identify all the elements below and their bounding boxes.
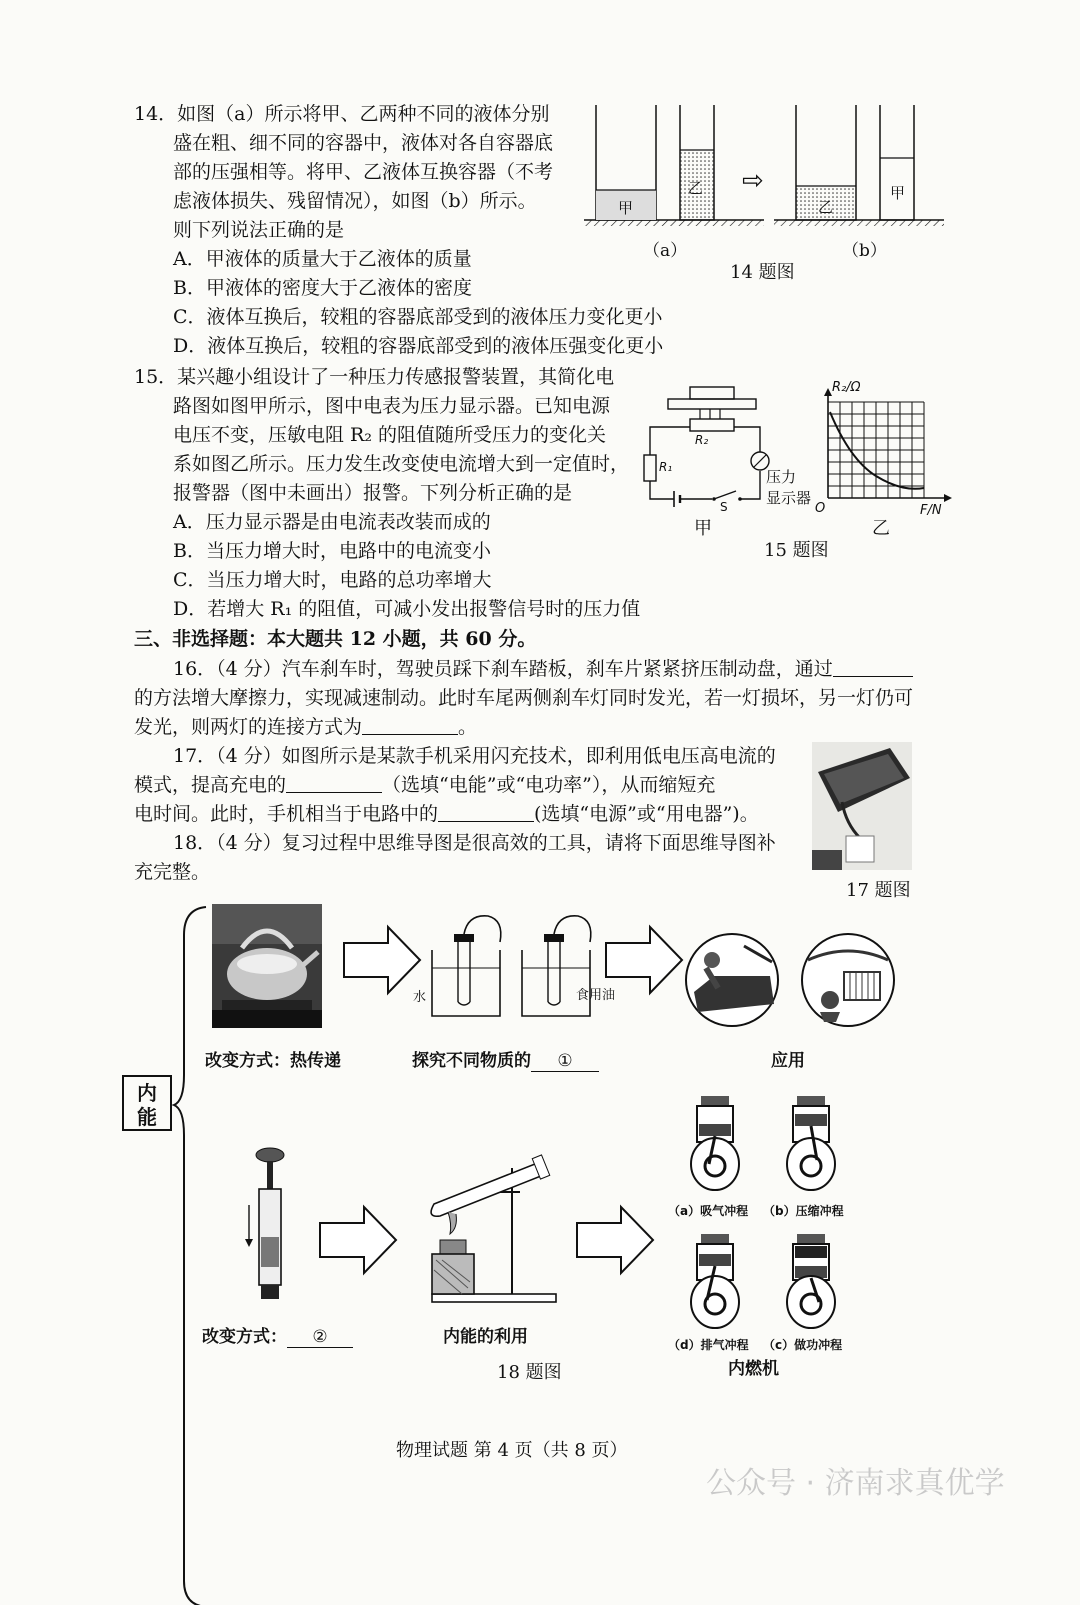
engine-label-d: （d）排气冲程	[668, 1338, 749, 1352]
q14-label-jia-a: 甲	[618, 199, 634, 217]
q14-line-5: 则下列说法正确的是	[173, 219, 345, 241]
mindmap-blank-2[interactable]	[287, 1327, 353, 1348]
q14-figure	[584, 100, 954, 250]
test-tube-heating-icon	[412, 1148, 562, 1308]
q16-blank-2[interactable]	[362, 714, 458, 735]
q18-line-2: 充完整。	[134, 861, 211, 883]
q17-blank-2[interactable]	[438, 801, 534, 822]
q15-line-4: 系如图乙所示。压力发生改变使电流增大到一定值时，	[173, 453, 630, 475]
q15-label-switch: S	[720, 500, 728, 514]
q15-label-jia: 甲	[694, 518, 712, 539]
engine-label-b: （b）压缩冲程	[763, 1204, 844, 1218]
watermark: 公众号 · 济南求真优学	[706, 1466, 1005, 1501]
mindmap-brace	[172, 905, 212, 1605]
engine-exhaust-stroke-icon	[687, 1232, 743, 1332]
engine-compression-stroke-icon	[783, 1094, 839, 1194]
q17-text-2b: （选填“电能”或“电功率”），从而缩短充	[382, 774, 716, 796]
engine-label-a: （a）吸气冲程	[668, 1204, 749, 1218]
q17-text-2a: 模式，提高充电的	[134, 774, 287, 796]
q14-label-a: （a）	[643, 241, 688, 261]
q14-label-jia-b: 甲	[890, 184, 906, 202]
q18-caption: 18 题图	[497, 1362, 562, 1383]
arrow-right-icon	[575, 1205, 655, 1275]
q15-option-c: C．当压力增大时，电路的总功率增大	[173, 569, 492, 591]
q17-phone-charging-image	[812, 742, 912, 870]
q16-line-1	[173, 655, 913, 684]
q15-option-a: A．压力显示器是由电流表改装而成的	[173, 511, 491, 533]
q14-label-yi-a: 乙	[688, 179, 704, 197]
q14-label-yi-b: 乙	[818, 198, 834, 216]
q16-line-3	[134, 713, 477, 742]
engine-power-stroke-icon	[783, 1232, 839, 1332]
kettle-on-stove-image	[212, 904, 322, 1028]
q14-label-b: （b）	[842, 241, 887, 261]
q15-line-5: 报警器（图中未画出）报警。下列分析正确的是	[173, 482, 573, 504]
mindmap-blank-1-mark: ①	[557, 1051, 573, 1071]
q14-option-d: D．液体互换后，较粗的容器底部受到的液体压强变化更小	[173, 335, 664, 357]
q17-line-3	[134, 800, 759, 829]
beaker-oil-icon	[518, 912, 608, 1022]
q15-caption: 15 题图	[764, 540, 829, 561]
mindmap-top-label-heat-transfer: 改变方式：热传递	[205, 1051, 341, 1071]
q14-option-c: C．液体互换后，较粗的容器底部受到的液体压力变化更小	[173, 306, 663, 328]
q15-label-yi: 乙	[872, 518, 890, 539]
q18-line-1: 18．（4 分）复习过程中思维导图是很高效的工具，请将下面思维导图补	[173, 832, 776, 854]
q16-line-2: 的方法增大摩擦力，实现减速制动。此时车尾两侧刹车灯同时发光，若一灯损坏，另一灯仍可	[134, 687, 914, 709]
beaker-water-label: 水	[413, 990, 427, 1005]
engine-label-c: （c）做功冲程	[763, 1338, 843, 1352]
q15-label-meter-2: 显示器	[766, 489, 812, 507]
q15-label-r1: R₁	[659, 460, 673, 474]
engine-intake-stroke-icon	[687, 1094, 743, 1194]
mindmap-root-line-1: 内	[137, 1081, 157, 1105]
mindmap-bottom-label-use: 内能的利用	[443, 1327, 528, 1347]
q17-line-1: 17．（4 分）如图所示是某款手机采用闪充技术，即利用低电压高电流的	[173, 745, 776, 767]
syringe-compression-icon	[245, 1145, 295, 1305]
q15-line-3: 电压不变，压敏电阻 R₂ 的阻值随所受压力的变化关	[173, 424, 607, 446]
q14-arrow-icon: ⇨	[742, 166, 764, 196]
engine-group-label: 内燃机	[728, 1359, 779, 1379]
radiator-heating-image	[800, 932, 896, 1028]
mindmap-blank-1[interactable]	[531, 1051, 599, 1072]
q14-line-3: 部的压强相等。将甲、乙液体互换容器（不考	[173, 161, 554, 183]
q14-caption: 14 题图	[730, 262, 795, 283]
mindmap-change-text: 改变方式：	[202, 1327, 287, 1347]
mindmap-top-label-application: 应用	[771, 1051, 805, 1071]
q16-blank-1[interactable]	[833, 656, 913, 677]
q17-blank-1[interactable]	[286, 772, 382, 793]
q14-line-1: 14．如图（a）所示将甲、乙两种不同的液体分别	[134, 103, 550, 125]
arrow-right-icon	[604, 925, 684, 995]
q17-text-3a: 电时间。此时，手机相当于电路中的	[134, 803, 439, 825]
mindmap-root-line-2: 能	[137, 1105, 157, 1129]
mindmap-root-box	[122, 1075, 172, 1131]
mindmap-blank-2-mark: ②	[312, 1327, 328, 1347]
mindmap-bottom-label-change	[202, 1322, 353, 1348]
q15-graph	[820, 390, 960, 510]
q15-label-r2: R₂	[695, 433, 709, 447]
section-three-heading: 三、非选择题：本大题共 12 小题，共 60 分。	[134, 628, 537, 650]
q14-line-4: 虑液体损失、残留情况），如图（b）所示。	[173, 190, 537, 212]
q14-option-a: A．甲液体的质量大于乙液体的质量	[173, 248, 472, 270]
q17-text-3b: (选填“电源”或“用电器”)。	[534, 803, 759, 825]
q17-line-2	[134, 771, 715, 800]
q15-line-2: 路图如图甲所示，图中电表为压力显示器。已知电源	[173, 395, 611, 417]
q16-text-1: 16．（4 分）汽车刹车时，驾驶员踩下刹车踏板，刹车片紧紧挤压制动盘，通过	[173, 658, 833, 680]
beaker-water-icon	[428, 912, 518, 1022]
arrow-right-icon	[318, 1205, 398, 1275]
car-engine-cooling-image	[684, 932, 780, 1028]
q15-option-b: B．当压力增大时，电路中的电流变小	[173, 540, 491, 562]
mindmap-explore-text: 探究不同物质的	[412, 1051, 531, 1071]
q14-line-2: 盛在粗、细不同的容器中，液体对各自容器底	[173, 132, 554, 154]
arrow-right-icon	[342, 925, 422, 995]
q15-graph-y-label: R₂/Ω	[832, 380, 861, 395]
beaker-oil-label: 食用油	[576, 988, 616, 1003]
mindmap-top-label-explore	[412, 1046, 599, 1072]
page-footer: 物理试题 第 4 页（共 8 页）	[396, 1440, 628, 1461]
q16-text-3b: 。	[458, 716, 478, 738]
q16-text-3a: 发光，则两灯的连接方式为	[134, 716, 363, 738]
q15-label-meter-1: 压力	[766, 468, 797, 486]
q15-line-1: 15．某兴趣小组设计了一种压力传感报警装置，其简化电	[134, 366, 615, 388]
q15-option-d: D．若增大 R₁ 的阻值，可减小发出报警信号时的压力值	[173, 598, 641, 620]
q17-caption: 17 题图	[846, 880, 911, 901]
q15-graph-origin: O	[815, 501, 826, 516]
q15-graph-x-label: F/N	[920, 503, 942, 518]
q14-option-b: B．甲液体的密度大于乙液体的密度	[173, 277, 472, 299]
